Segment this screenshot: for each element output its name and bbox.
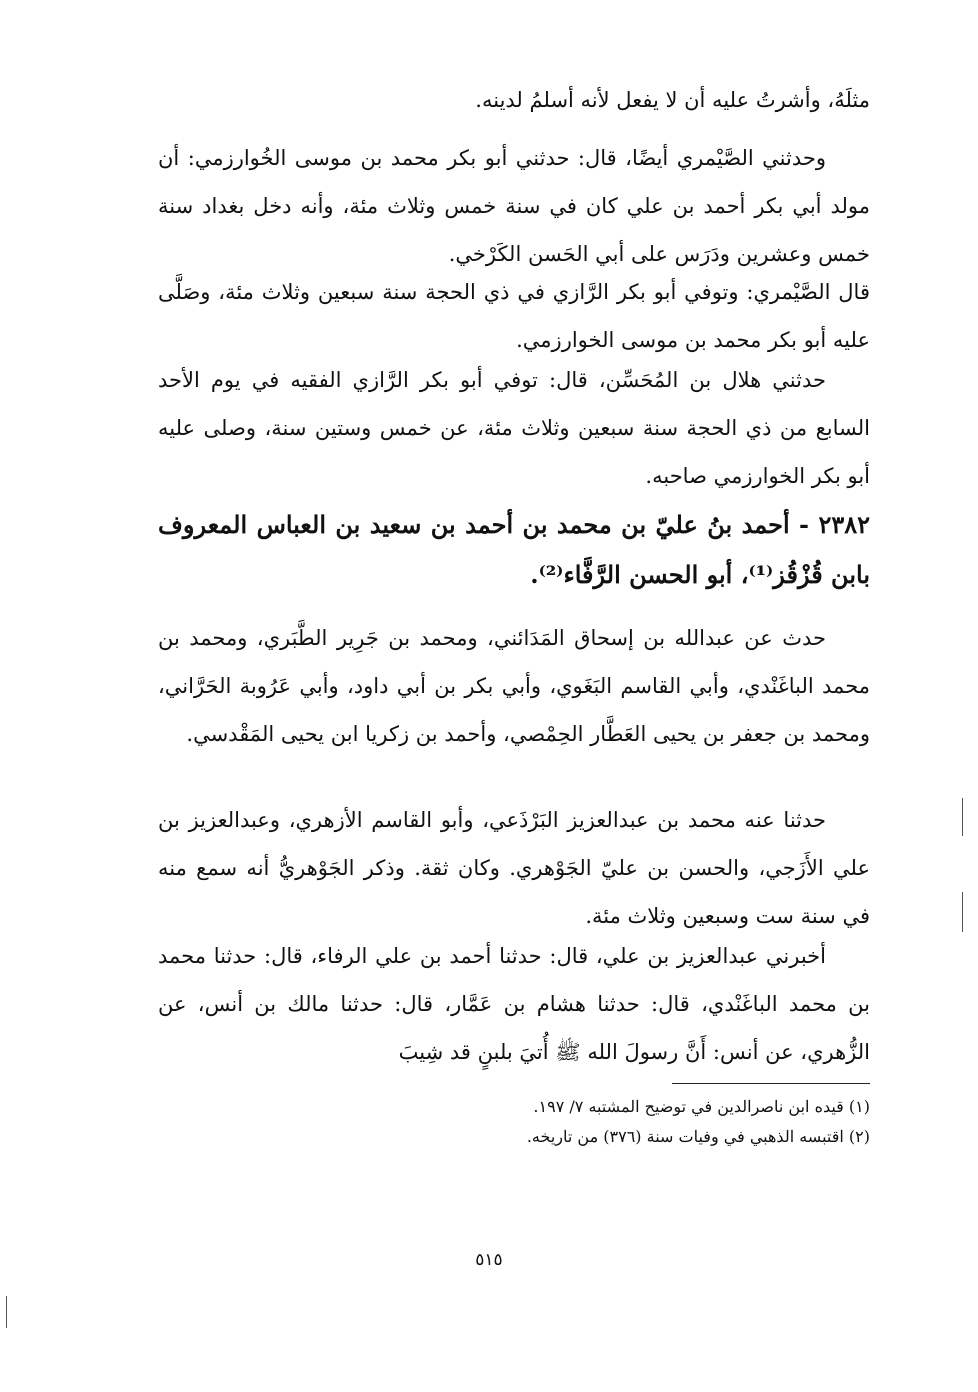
entry-heading: ٢٣٨٢ - أحمد بنُ عليّ بن محمد بن أحمد بن سعيد بن العباس المعروف بابن قُزْقُز⁽¹⁾، أبو الحسن الرَّفَّاء⁽²⁾. <box>158 510 870 589</box>
scan-margin-mark <box>962 892 963 932</box>
paragraph-students: حدثنا عنه محمد بن عبدالعزيز البَرْذَعي، وأبو القاسم الأزهري، وعبدالعزيز بن علي الأَزَجي، والحسن بن عليّ الجَوْهري. وكان ثقة. وذكر الجَوْهريُّ أنه سمع منه في سنة ست وسبعين وثلاث مئة. <box>158 808 870 928</box>
scan-margin-mark <box>6 1296 7 1328</box>
footnote-1: (١) قيده ابن ناصرالدين في توضيح المشتبه ٧/ ١٩٧. <box>533 1097 870 1116</box>
paragraph-saymari-report: وحدثني الصَّيْمري أيضًا، قال: حدثني أبو بكر محمد بن موسى الخُوارزمي: أن مولد أبي بكر أحمد بن علي كان في سنة خمس وثلاث مئة، وأنه دخل بغداد سنة خمس وعشرين ودَرَس على أبي الحَسن الكَرْخي. <box>158 146 870 266</box>
scan-margin-mark <box>962 798 963 836</box>
paragraph-death-report: قال الصَّيْمري: وتوفي أبو بكر الرَّازي في ذي الحجة سنة سبعين وثلاث مئة، وصَلَّى عليه أبو بكر محمد بن موسى الخوارزمي. <box>158 280 870 352</box>
footnotes <box>330 1092 870 1152</box>
paragraph-continuation: مثلَهُ، وأشرتُ عليه أن لا يفعل لأنه أسلمُ لدينه. <box>475 88 870 112</box>
footnote-2: (٢) اقتبسه الذهبي في وفيات سنة (٣٧٦) من تاريخه. <box>526 1127 870 1146</box>
page-number: ٥١٥ <box>475 1250 503 1270</box>
footnote-divider <box>672 1083 870 1084</box>
paragraph-hadith: أخبرني عبدالعزيز بن علي، قال: حدثنا أحمد بن علي الرفاء، قال: حدثنا محمد بن محمد الباغَنْدي، قال: حدثنا هشام بن عَمَّار، قال: حدثنا مالك بن أنس، عن الزُّهري، عن أنس: أَنَّ رسولَ الله ﷺ أُتيَ بلبنٍ قد شِيبَ <box>158 944 870 1064</box>
paragraph-teachers: حدث عن عبدالله بن إسحاق المَدَائني، ومحمد بن جَرِير الطَّبَري، ومحمد بن محمد الباغَنْدي، وأبي القاسم البَغَوي، وأبي بكر بن أبي داود، وأبي عَرُوبة الحَرَّاني، ومحمد بن جعفر بن يحيى العَطَّار الحِمْصي، وأحمد بن زكريا ابن يحيى المَقْدسي. <box>158 626 870 746</box>
paragraph-hilal-report: حدثني هلال بن المُحَسِّن، قال: توفي أبو بكر الرَّازي الفقيه في يوم الأحد السابع من ذي الحجة سنة سبعين وثلاث مئة، عن خمس وستين سنة، وصلى عليه أبو بكر الخوارزمي صاحبه. <box>158 368 870 488</box>
